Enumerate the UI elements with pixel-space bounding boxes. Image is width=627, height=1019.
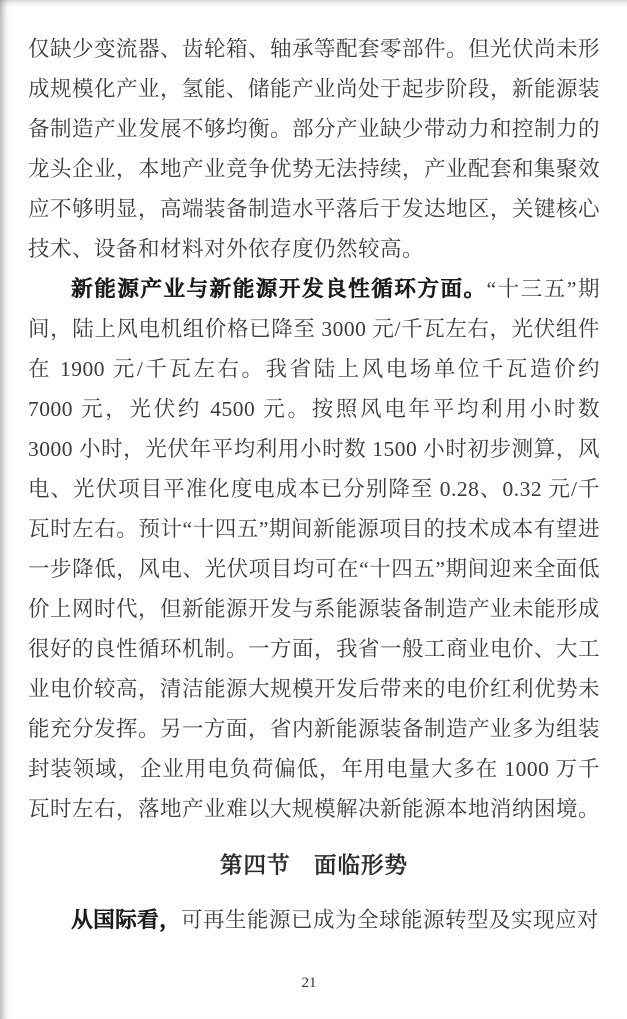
section-heading: 第四节 面临形势 <box>219 853 408 878</box>
paragraph-body-text: “十三五”期间，陆上风电机组价格已降至 3000 元/千瓦左右，光伏组件在 1900 元/千瓦左右。我省陆上风电场单位千瓦造价约 7000 元，光伏约 4500 元。按照风电年平均利用小时数 3000 小时，光伏年平均利用小时数 1500 小时初步测算，风电、光伏项目平准化度电成本已分别降至 0.28、0.32 元/千瓦时左右。预计“十四五”期间新能源项目的技术成本有望进一步降低，风电、光伏项目均可在“十四五”期间迎来全面低价上网时代，但新能源开发与系能源装备制造产业未能形成很好的良性循环机制。一方面，我省一般工商业电价、大工业电价较高，清洁能源大规模开发后带来的电价红利优势未能充分发挥。另一方面，省内新能源装备制造产业多为组装封装领域，企业用电负荷偏低，年用电量大多在 1000 万千瓦时左右，落地产业难以大规模解决新能源本地消纳困境。 <box>28 277 601 821</box>
paragraph-international-view <box>28 900 600 940</box>
paragraph-industry-cycle <box>28 269 600 829</box>
page-number: 21 <box>301 975 317 991</box>
paragraph-continuation: 仅缺少变流器、齿轮箱、轴承等配套零部件。但光伏尚未形成规模化产业，氢能、储能产业尚处于起步阶段，新能源装备制造产业发展不够均衡。部分产业缺少带动力和控制力的龙头企业，本地产业竞争优势无法持续，产业配套和集聚效应不够明显，高端装备制造水平落后于发达地区，关键核心技术、设备和材料对外依存度仍然较高。 <box>28 37 601 261</box>
paragraph-lead-bold: 从国际看， <box>71 908 182 932</box>
paragraph-lead-bold: 新能源产业与新能源开发良性循环方面。 <box>71 277 487 301</box>
paragraph-body-text: 可再生能源已成为全球能源转型及实现应对 <box>181 908 600 932</box>
